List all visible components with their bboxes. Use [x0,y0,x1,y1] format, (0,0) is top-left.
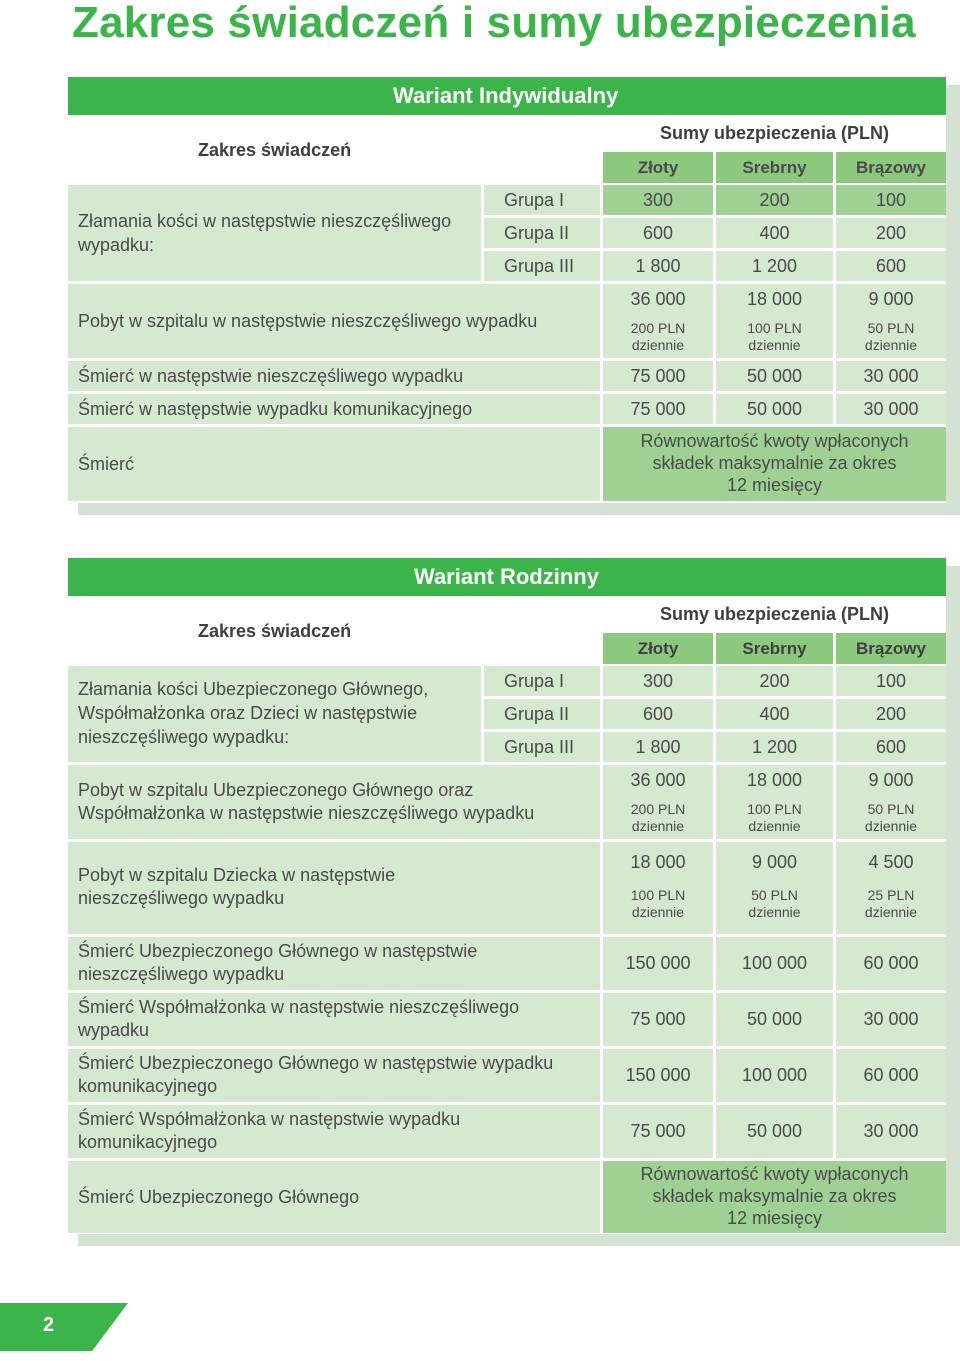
hospital-sum: 9 000 [751,852,798,872]
death-main-traffic-label [68,1049,600,1102]
family-title-bar [68,558,946,596]
daily-suffix: dziennie [748,904,801,920]
hospital-main-value-bronze [836,765,946,839]
death-value-line: składek maksymalnie za okres [652,453,897,473]
hospital-child-label-line: nieszczęśliwego wypadku [78,888,285,908]
hospital-value-gold [603,284,713,358]
daily-amount: 100 PLN [630,887,686,903]
value-cell: 600 [836,732,946,762]
death-value [603,1161,946,1233]
value-cell: 50 000 [716,993,833,1046]
group-label: Grupa III [484,251,600,281]
hospital-main-label-line: Pobyt w szpitalu Ubezpieczonego Głównego oraz [78,780,474,800]
fractures-label: Złamania kości w następstwie nieszczęśliwego wypadku: [68,185,481,281]
hospital-main-label-line: Współmałżonka w następstwie nieszczęśliwego wypadku [78,803,535,823]
daily-amount: 100 PLN [747,801,802,817]
value-cell: 600 [836,251,946,281]
daily-suffix: dziennie [631,818,685,834]
fractures-label-line: nieszczęśliwego wypadku: [78,727,290,747]
hospital-child-value-bronze [836,842,946,934]
value-cell: 400 [716,699,833,729]
value-cell: 50 000 [716,1105,833,1158]
individual-title: Wariant Indywidualny [393,83,619,108]
death-value-line: 12 miesięcy [726,1208,823,1228]
hospital-sum: 9 000 [868,289,914,309]
individual-title-bar [68,77,946,115]
fractures-label [68,666,481,762]
value-cell: 150 000 [603,937,713,990]
value-cell: 75 000 [603,993,713,1046]
daily-amount: 50 PLN [751,887,798,903]
hospital-sum: 36 000 [630,770,686,790]
value-cell: 60 000 [836,1049,946,1102]
value-cell: 600 [603,699,713,729]
label-line: komunikacyjnego [78,1076,218,1096]
group-label: Grupa II [484,699,600,729]
value-cell: 200 [716,666,833,696]
daily-amount: 200 PLN [630,320,686,336]
hospital-child-label-line: Pobyt w szpitalu Dziecka w następstwie [78,865,396,885]
death-spouse-traffic-label [68,1105,600,1158]
death-value [603,427,946,501]
table-shadow-right [946,85,960,515]
daily-suffix: dziennie [864,904,918,920]
label-line: wypadku [78,1020,150,1040]
sums-header: Sumy ubezpieczenia (PLN) [659,123,890,143]
death-value-line: składek maksymalnie za okres [652,1186,897,1206]
daily-suffix: dziennie [864,337,918,353]
daily-amount: 50 PLN [867,801,915,817]
value-cell: 300 [603,666,713,696]
label-line: Śmierć Ubezpieczonego Głównego w następstwie [78,941,478,961]
daily-amount: 50 PLN [867,320,915,336]
value-cell: 1 800 [603,732,713,762]
label-line: Śmierć Współmałżonka w następstwie nieszczęśliwego [78,997,520,1017]
hospital-label: Pobyt w szpitalu w następstwie nieszczęśliwego wypadku [68,284,600,358]
value-cell: 100 000 [716,1049,833,1102]
hospital-value-bronze [836,284,946,358]
death-main-label: Śmierć Ubezpieczonego Głównego [68,1161,600,1233]
value-cell: 60 000 [836,937,946,990]
value-cell: 75 000 [603,1105,713,1158]
group-label: Grupa I [484,185,600,215]
value-cell: 50 000 [716,394,833,424]
page-number-tab [0,1303,128,1351]
death-value-line: Równowartość kwoty wpłaconych [640,431,909,451]
column-header-gold: Złoty [603,633,713,664]
column-header-gold: Złoty [603,152,713,183]
hospital-child-label [68,842,600,934]
daily-amount: 100 PLN [747,320,802,336]
table-shadow-bottom [78,1234,960,1246]
hospital-child-value-silver [716,842,833,934]
death-value-line: 12 miesięcy [726,475,823,495]
hospital-sum: 36 000 [630,289,686,309]
column-header-silver: Srebrny [716,152,833,183]
value-cell: 30 000 [836,993,946,1046]
value-cell: 1 200 [716,732,833,762]
value-cell: 30 000 [836,394,946,424]
death-value-line: Równowartość kwoty wpłaconych [640,1164,909,1184]
hospital-sum: 18 000 [746,289,803,309]
label-line: Śmierć Współmałżonka w następstwie wypadku [78,1109,461,1129]
value-cell: 100 000 [716,937,833,990]
death-main-accident-label [68,937,600,990]
value-cell: 30 000 [836,361,946,391]
column-header-silver: Srebrny [716,633,833,664]
death-spouse-accident-label [68,993,600,1046]
death-accident-label: Śmierć w następstwie nieszczęśliwego wypadku [68,361,600,391]
value-cell: 100 [836,666,946,696]
value-cell: 50 000 [716,361,833,391]
value-cell: 1 200 [716,251,833,281]
value-cell: 30 000 [836,1105,946,1158]
group-label: Grupa I [484,666,600,696]
sums-header: Sumy ubezpieczenia (PLN) [659,604,890,624]
hospital-main-value-gold [603,765,713,839]
daily-suffix: dziennie [748,818,801,834]
value-cell: 100 [836,185,946,215]
daily-suffix: dziennie [631,904,685,920]
value-cell: 75 000 [603,361,713,391]
label-line: komunikacyjnego [78,1132,218,1152]
column-header-bronze: Brązowy [836,633,946,664]
label-line: Śmierć Ubezpieczonego Głównego w następstwie wypadku [78,1053,554,1073]
group-label: Grupa III [484,732,600,762]
table-shadow-bottom [78,503,960,515]
daily-suffix: dziennie [748,337,801,353]
hospital-sum: 18 000 [746,770,803,790]
label-line: nieszczęśliwego wypadku [78,964,285,984]
value-cell: 200 [716,185,833,215]
value-cell: 75 000 [603,394,713,424]
death-traffic-label: Śmierć w następstwie wypadku komunikacyjnego [68,394,600,424]
hospital-sum: 18 000 [630,852,686,872]
column-header-bronze: Brązowy [836,152,946,183]
value-cell: 200 [836,218,946,248]
daily-suffix: dziennie [864,818,918,834]
value-cell: 300 [603,185,713,215]
death-label: Śmierć [68,427,600,501]
daily-suffix: dziennie [631,337,685,353]
group-label: Grupa II [484,218,600,248]
family-variant-table [68,558,946,1248]
scope-header: Zakres świadczeń [198,140,352,160]
value-cell: 150 000 [603,1049,713,1102]
page-number: 2 [43,1314,55,1336]
hospital-main-label [68,765,600,839]
value-cell: 1 800 [603,251,713,281]
table-shadow-right [946,566,960,1246]
hospital-value-silver [716,284,833,358]
fractures-label-line: Złamania kości Ubezpieczonego Głównego, [78,679,429,699]
daily-amount: 200 PLN [630,801,686,817]
value-cell: 400 [716,218,833,248]
fractures-label-line: Współmałżonka oraz Dzieci w następstwie [78,703,418,723]
hospital-sum: 4 500 [868,852,914,872]
hospital-child-value-gold [603,842,713,934]
page-title: Zakres świadczeń i sumy ubezpieczenia [72,0,916,47]
value-cell: 200 [836,699,946,729]
value-cell: 600 [603,218,713,248]
daily-amount: 25 PLN [867,887,915,903]
hospital-main-value-silver [716,765,833,839]
family-title: Wariant Rodzinny [414,564,599,589]
individual-variant-table [68,77,946,517]
scope-header: Zakres świadczeń [198,621,352,641]
hospital-sum: 9 000 [868,770,914,790]
